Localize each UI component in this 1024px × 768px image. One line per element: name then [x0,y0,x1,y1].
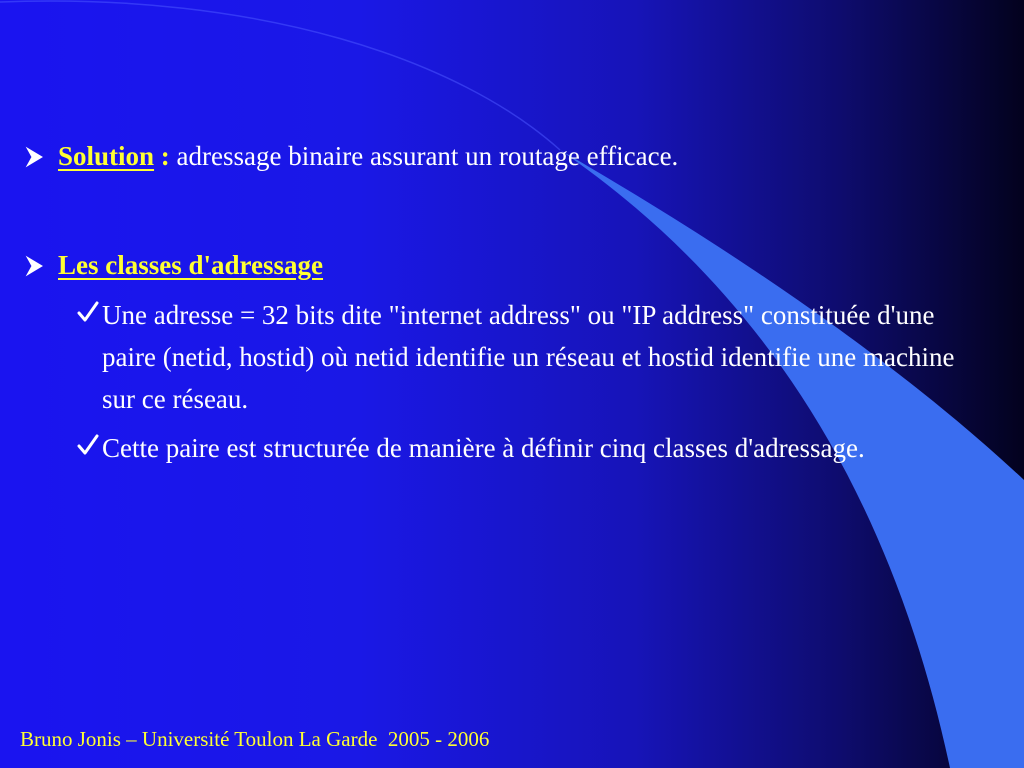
sub-item-classes: Cette paire est structurée de manière à définir cinq classes d'adressage. [102,433,865,463]
footer-text: Bruno Jonis – Université Toulon La Garde 2005 - 2006 [20,727,490,751]
solution-heading: Solution [58,141,155,171]
solution-text: adressage binaire assurant un routage efficace. [176,141,679,171]
arrow-bullet-icon [24,254,46,278]
sub-item-address: Une adresse = 32 bits dite "internet address" ou "IP address" constituée d'une paire (netid, hostid) où netid identifie un réseau et hostid identifie une machine sur ce réseau. [102,300,955,414]
checkmark-icon [77,433,99,457]
checkmark-icon [77,300,99,324]
solution-colon: : [160,141,170,171]
arrow-bullet-icon [24,145,46,169]
classes-heading: Les classes d'adressage [58,250,324,280]
